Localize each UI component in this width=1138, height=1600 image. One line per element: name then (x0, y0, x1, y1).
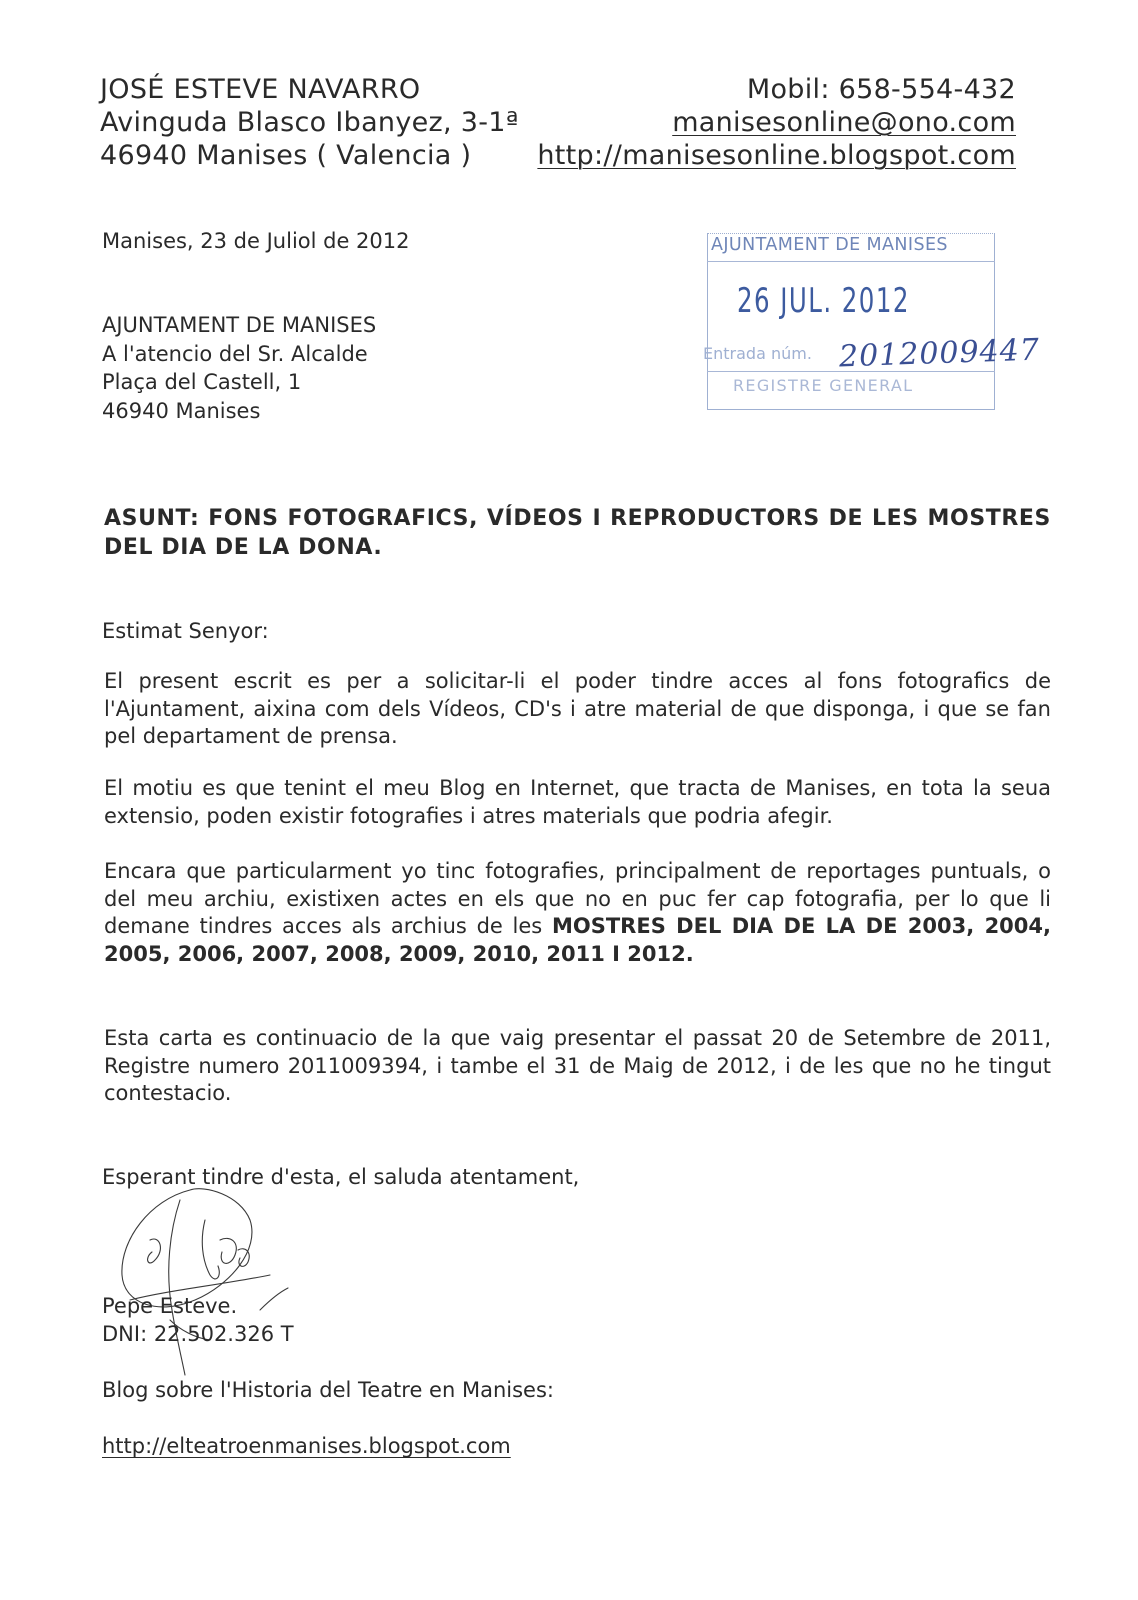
sender-city: 46940 Manises ( Valencia ) (100, 140, 472, 171)
stamp-divider (707, 261, 995, 262)
blog-label: Blog sobre l'Historia del Teatre en Manises: (102, 1378, 554, 1402)
paragraph-text: Encara que particularment yo tinc fotografies, principalment de reportages puntuals, o del meu archiu, existixen actes en els que no en puc fer cap fotografia, per lo que li demane tindres acces als archius de les (104, 859, 1051, 938)
blog-url-link[interactable]: http://elteatroenmanises.blogspot.com (102, 1434, 511, 1458)
sender-website-link[interactable]: http://manisesonline.blogspot.com (537, 140, 1016, 171)
recipient-line: 46940 Manises (102, 398, 261, 423)
contact-block (537, 73, 1016, 172)
stamp-title: AJUNTAMENT DE MANISES (711, 235, 948, 255)
closing-line: Esperant tindre d'esta, el saluda atentament, (102, 1165, 580, 1189)
stamp-date: 26 JUL. 2012 (737, 281, 910, 321)
sender-address: Avinguda Blasco Ibanyez, 3-1ª (100, 107, 519, 138)
recipient-line: A l'atencio del Sr. Alcalde (102, 341, 368, 366)
stamp-entrada-label: Entrada núm. (703, 344, 812, 363)
signature-block (102, 1292, 294, 1348)
subject-line: ASUNT: FONS FOTOGRAFICS, VÍDEOS I REPRODUCTORS DE LES MOSTRES DEL DIA DE LA DONA. (104, 506, 1051, 560)
recipient-line: AJUNTAMENT DE MANISES (102, 313, 377, 337)
sender-block (100, 73, 519, 172)
recipient-line: Plaça del Castell, 1 (102, 370, 302, 394)
date-line: Manises, 23 de Juliol de 2012 (102, 229, 410, 253)
handwritten-signature (110, 1180, 300, 1380)
sender-name: JOSÉ ESTEVE NAVARRO (100, 74, 421, 105)
body-paragraph: El motiu es que tenint el meu Blog en Internet, que tracta de Manises, en tota la seua extensio, poden existir fotografies i atres materials que podria afegir. (104, 776, 1051, 828)
paragraph-bold-text: MOSTRES DEL DIA DE LA DE 2003, 2004, 2005, 2006, 2007, 2008, 2009, 2010, 2011 I 2012. (104, 914, 1051, 966)
stamp-footer: REGISTRE GENERAL (733, 376, 914, 395)
stamp-entrada-number: 2012009447 (838, 332, 1041, 375)
registry-stamp (703, 233, 1041, 411)
body-paragraph: Esta carta es continuacio de la que vaig presentar el passat 20 de Setembre de 2011, Registre numero 2011009394, i tambe el 31 de Maig de 2012, i de les que no he tingut contestacio. (104, 1026, 1051, 1105)
body-paragraph (104, 858, 1051, 968)
signature-name: Pepe Esteve. (102, 1294, 238, 1318)
sender-email-link[interactable]: manisesonline@ono.com (672, 107, 1016, 138)
sender-mobile: Mobil: 658-554-432 (746, 74, 1016, 105)
body-paragraph: El present escrit es per a solicitar-li el poder tindre acces al fons fotografics de l'Ajuntament, aixina com dels Vídeos, CD's i atre material de que disponga, i que se fan pel departament de prensa. (104, 669, 1051, 748)
signature-dni: DNI: 22.502.326 T (102, 1322, 294, 1346)
stamp-divider (707, 371, 995, 372)
recipient-block (102, 311, 376, 425)
greeting: Estimat Senyor: (102, 619, 269, 643)
